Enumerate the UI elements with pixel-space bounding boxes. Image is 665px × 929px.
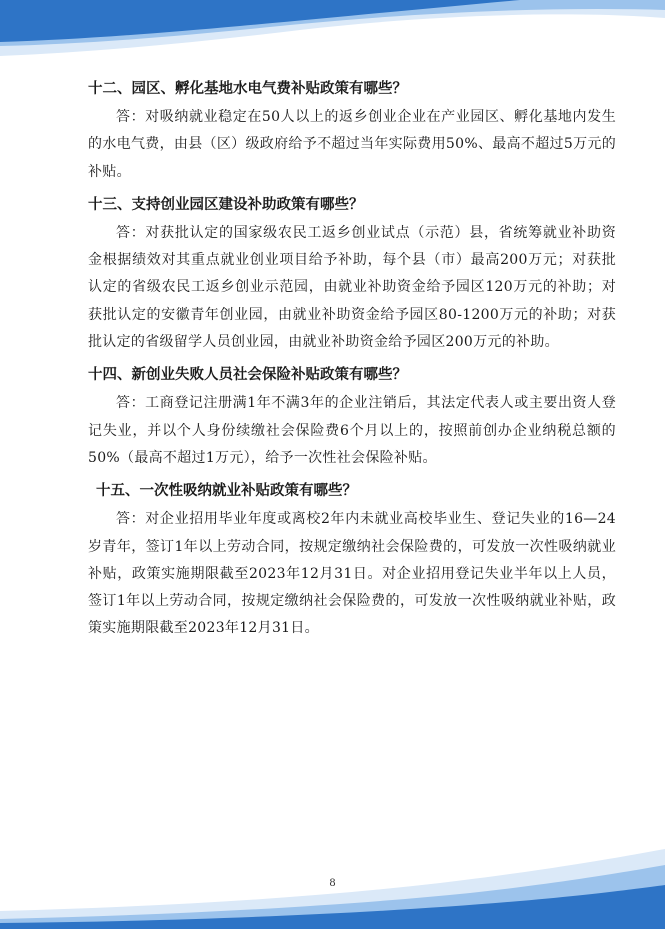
section-13: [88, 190, 616, 356]
document-body: [88, 74, 616, 647]
top-wave-decoration: [0, 0, 665, 75]
section-12: [88, 74, 616, 186]
section-heading: 十二、园区、孵化基地水电气费补贴政策有哪些？: [88, 81, 407, 97]
section-heading: 十四、新创业失败人员社会保险补贴政策有哪些？: [88, 367, 407, 384]
section-heading: 十三、支持创业园区建设补助政策有哪些？: [88, 196, 364, 213]
page-number: 8: [329, 875, 336, 889]
section-paragraph: 答：工商登记注册满1年不满3年的企业注销后，其法定代表人或主要出资人登记失业，并以个人身份续缴社会保险费6个月以上的，按照前创办企业纳税总额的50%（最高不超过1万元），给予一次性社会保险补贴。: [88, 395, 616, 466]
section-paragraph: 答：对获批认定的国家级农民工返乡创业试点（示范）县，省统筹就业补助资金根据绩效对其重点就业创业项目给予补助，每个县（市）最高200万元；对获批认定的省级农民工返乡创业示范园，由就业补助资金给予园区120万元的补助；对获批认定的安徽青年创业园，由就业补助资金给予园区80-1200万元的补助；对获批认定的省级留学人员创业园，由就业补助资金给予园区200万元的补助。: [88, 224, 616, 351]
section-15: [88, 476, 616, 642]
section-heading: 十五、一次性吸纳就业补贴政策有哪些？: [96, 483, 357, 500]
section-paragraph: 答：对企业招用毕业年度或离校2年内未就业高校毕业生、登记失业的16—24岁青年，签订1年以上劳动合同，按规定缴纳社会保险费的，可发放一次性吸纳就业补贴，政策实施期限截至2023年12月31日。对企业招用登记失业半年以上人员，签订1年以上劳动合同，按规定缴纳社会保险费的，可发放一次性吸纳就业补贴，政策实施期限截至2023年12月31日。: [88, 511, 616, 637]
section-paragraph: 答：对吸纳就业稳定在50人以上的返乡创业企业在产业园区、孵化基地内发生的水电气费，由县（区）级政府给予不超过当年实际费用50%、最高不超过5万元的补贴。: [88, 109, 616, 180]
bottom-wave-decoration: [0, 849, 665, 929]
section-14: [88, 360, 616, 472]
